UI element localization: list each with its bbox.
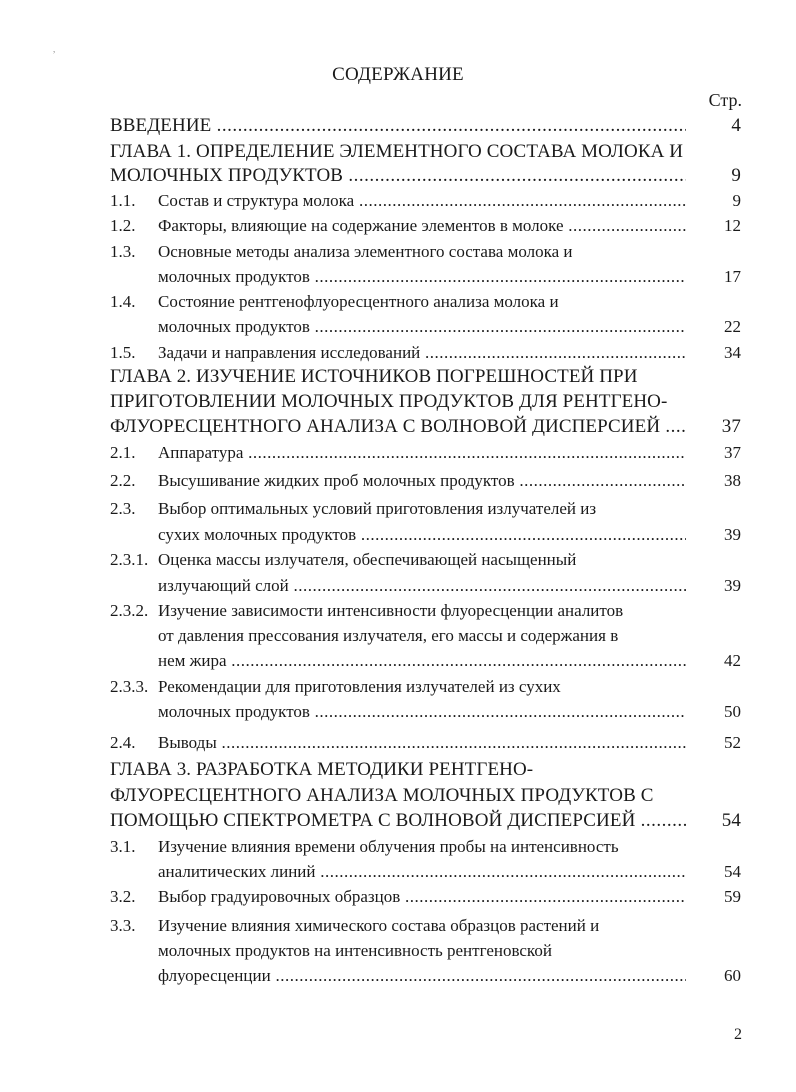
- toc-entry-2-3-2-cont-1[interactable]: [110, 624, 741, 648]
- toc-entry-3-3-cont-2[interactable]: [110, 964, 741, 988]
- toc-entry-chapter-2-cont-2[interactable]: [110, 415, 741, 439]
- toc-entry-text: нем жира .....: [158, 649, 686, 673]
- page-column-label: Стр.: [708, 90, 742, 110]
- toc-entry-page: 37: [721, 416, 741, 437]
- toc-entry-text: ВВЕДЕНИЕ .....: [110, 114, 686, 138]
- toc-entry-number: 1.2.: [110, 216, 136, 235]
- toc-entry-page: 34: [724, 343, 741, 362]
- toc-entry-2-3-3-cont[interactable]: [110, 700, 741, 724]
- toc-entry-number: 3.2.: [110, 887, 136, 906]
- toc-entry-text: флуоресценции .....: [158, 964, 686, 988]
- toc-entry-2-3-1[interactable]: [110, 548, 741, 572]
- page-number: 2: [734, 1026, 742, 1043]
- toc-entry-text: МОЛОЧНЫХ ПРОДУКТОВ .....: [110, 164, 686, 188]
- toc-entry-text: Изучение влияния времени облучения пробы на интенсивность: [158, 837, 619, 856]
- toc-entry-page: 42: [724, 651, 741, 670]
- toc-entry-3-3[interactable]: [110, 914, 741, 938]
- toc-entry-page: 17: [724, 267, 741, 286]
- toc-entry-number: 2.3.2.: [110, 601, 149, 620]
- toc-entry-page: 9: [731, 165, 741, 186]
- toc-entry-3-1-cont[interactable]: [110, 860, 741, 884]
- toc-entry-text: Оценка массы излучателя, обеспечивающей насыщенный: [158, 550, 577, 569]
- toc-entry-text: Состав и структура молока .....: [158, 189, 686, 213]
- toc-entry-page: 37: [724, 443, 741, 462]
- toc-entry-number: 1.1.: [110, 191, 136, 210]
- toc-entry-2-1[interactable]: [110, 441, 741, 465]
- toc-entry-number: 2.3.: [110, 499, 136, 518]
- toc-entry-number: 1.5.: [110, 343, 136, 362]
- toc-entry-number: 2.3.3.: [110, 677, 149, 696]
- toc-entry-text: молочных продуктов на интенсивность рентгеновской: [158, 941, 552, 960]
- toc-entry-number: 3.3.: [110, 916, 136, 935]
- toc-entry-number: 2.4.: [110, 733, 136, 752]
- toc-entry-chapter-1-cont[interactable]: [110, 164, 741, 188]
- toc-entry-chapter-3-cont-1[interactable]: [110, 784, 741, 808]
- toc-entry-1-4[interactable]: [110, 290, 741, 314]
- toc-entry-2-3-2[interactable]: [110, 599, 741, 623]
- toc-entry-text: ФЛУОРЕСЦЕНТНОГО АНАЛИЗА С ВОЛНОВОЙ ДИСПЕРСИЕЙ .....: [110, 415, 686, 439]
- toc-entry-text: Выводы .....: [158, 731, 686, 755]
- toc-entry-text: ФЛУОРЕСЦЕНТНОГО АНАЛИЗА МОЛОЧНЫХ ПРОДУКТОВ С: [110, 785, 654, 806]
- toc-entry-2-3-cont[interactable]: [110, 523, 741, 547]
- toc-entry-text: сухих молочных продуктов .....: [158, 523, 686, 547]
- toc-entry-2-3-1-cont[interactable]: [110, 574, 741, 598]
- toc-entry-text: Выбор оптимальных условий приготовления излучателей из: [158, 499, 597, 518]
- toc-entry-number: 2.3.1.: [110, 550, 149, 569]
- toc-entry-page: 59: [724, 887, 741, 906]
- toc-entry-number: 2.1.: [110, 443, 136, 462]
- toc-entry-chapter-2-cont-1[interactable]: [110, 390, 741, 414]
- toc-entry-page: 39: [724, 525, 741, 544]
- toc-entry-text: молочных продуктов .....: [158, 265, 686, 289]
- toc-entry-3-2[interactable]: [110, 885, 741, 909]
- toc-entry-page: 52: [724, 733, 741, 752]
- toc-entry-text: ГЛАВА 1. ОПРЕДЕЛЕНИЕ ЭЛЕМЕНТНОГО СОСТАВА МОЛОКА И: [110, 141, 684, 162]
- toc-entry-3-3-cont-1[interactable]: [110, 939, 741, 963]
- toc-entry-text: Факторы, влияющие на содержание элементов в молоке .....: [158, 214, 686, 238]
- toc-entry-1-3[interactable]: [110, 240, 741, 264]
- toc-entry-1-2[interactable]: [110, 214, 741, 238]
- toc-entry-introduction[interactable]: [110, 114, 741, 138]
- toc-entry-3-1[interactable]: [110, 835, 741, 859]
- toc-entry-1-1[interactable]: [110, 189, 741, 213]
- toc-entry-number: 2.2.: [110, 471, 136, 490]
- page-title: СОДЕРЖАНИЕ: [332, 64, 464, 85]
- toc-entry-text: ПРИГОТОВЛЕНИИ МОЛОЧНЫХ ПРОДУКТОВ ДЛЯ РЕНТГЕНО-: [110, 391, 668, 412]
- toc-entry-2-4[interactable]: [110, 731, 741, 755]
- toc-entry-1-5[interactable]: [110, 341, 741, 365]
- toc-entry-page: 54: [724, 862, 741, 881]
- toc-entry-text: молочных продуктов .....: [158, 315, 686, 339]
- toc-entry-text: Изучение зависимости интенсивности флуоресценции аналитов: [158, 601, 624, 620]
- toc-entry-page: 38: [724, 471, 741, 490]
- toc-entry-1-4-cont[interactable]: [110, 315, 741, 339]
- toc-entry-page: 60: [724, 966, 741, 985]
- toc-entry-text: ПОМОЩЬЮ СПЕКТРОМЕТРА С ВОЛНОВОЙ ДИСПЕРСИЕЙ .....: [110, 809, 686, 833]
- toc-entry-text: излучающий слой .....: [158, 574, 686, 598]
- toc-entry-2-3-2-cont-2[interactable]: [110, 649, 741, 673]
- toc-entry-text: Аппаратура .....: [158, 441, 686, 465]
- toc-entry-text: молочных продуктов .....: [158, 700, 686, 724]
- toc-entry-page: 4: [731, 115, 741, 136]
- toc-entry-chapter-3-cont-2[interactable]: [110, 809, 741, 833]
- toc-entry-page: 22: [724, 317, 741, 336]
- toc-entry-text: ГЛАВА 2. ИЗУЧЕНИЕ ИСТОЧНИКОВ ПОГРЕШНОСТЕЙ ПРИ: [110, 366, 638, 387]
- toc-entry-chapter-3[interactable]: [110, 758, 741, 782]
- toc-entry-number: 3.1.: [110, 837, 136, 856]
- toc-entry-text: Задачи и направления исследований .....: [158, 341, 686, 365]
- toc-entry-number: 1.4.: [110, 292, 136, 311]
- toc-entry-text: Основные методы анализа элементного состава молока и: [158, 242, 573, 261]
- toc-entry-text: Рекомендации для приготовления излучателей из сухих: [158, 677, 561, 696]
- toc-entry-text: Состояние рентгенофлуоресцентного анализа молока и: [158, 292, 559, 311]
- toc-entry-2-3[interactable]: [110, 497, 741, 521]
- toc-entry-page: 12: [724, 216, 741, 235]
- toc-entry-text: Изучение влияния химического состава образцов растений и: [158, 916, 600, 935]
- toc-entry-text: Высушивание жидких проб молочных продуктов .....: [158, 469, 686, 493]
- toc-entry-page: 50: [724, 702, 741, 721]
- scan-speck: ,: [53, 44, 56, 54]
- toc-entry-2-3-3[interactable]: [110, 675, 741, 699]
- toc-entry-page: 9: [732, 191, 741, 210]
- toc-entry-number: 1.3.: [110, 242, 136, 261]
- toc-entry-text: от давления прессования излучателя, его массы и содержания в: [158, 626, 619, 645]
- toc-entry-text: ГЛАВА 3. РАЗРАБОТКА МЕТОДИКИ РЕНТГЕНО-: [110, 759, 534, 780]
- toc-entry-chapter-1[interactable]: [110, 140, 741, 164]
- toc-entry-2-2[interactable]: [110, 469, 741, 493]
- toc-entry-page: 54: [721, 810, 741, 831]
- toc-entry-chapter-2[interactable]: [110, 365, 741, 389]
- toc-entry-text: аналитических линий .....: [158, 860, 686, 884]
- toc-entry-text: Выбор градуировочных образцов .....: [158, 885, 686, 909]
- toc-entry-page: 39: [724, 576, 741, 595]
- toc-entry-1-3-cont[interactable]: [110, 265, 741, 289]
